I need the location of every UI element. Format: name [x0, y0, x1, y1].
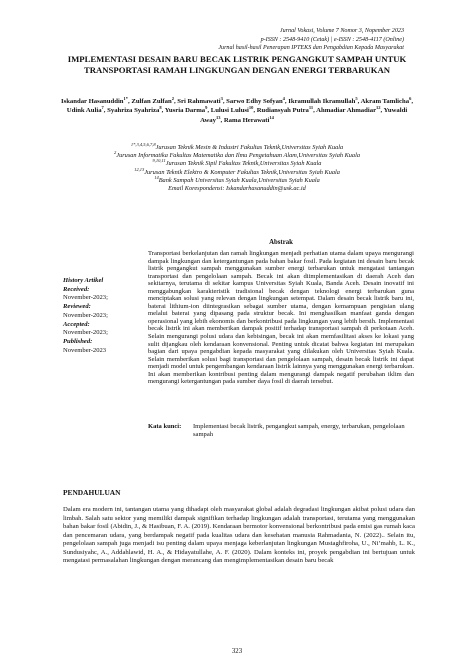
article-history: [63, 277, 145, 355]
affiliation-superscript: 1*,3,4,5,6,7,8: [130, 141, 156, 147]
reviewed-date: November-2023;: [63, 311, 108, 319]
affiliation-text: Bank Sampah Universitas Syiah Kuala,Universitas Syiah Kuala: [158, 176, 320, 184]
affiliation-superscript: 2: [114, 150, 117, 156]
author-name: Sarwo Edhy Sofyan: [226, 98, 283, 105]
author-superscript: 6: [409, 95, 412, 101]
abstract-heading: Abstrak: [269, 239, 293, 246]
affiliation-line: [62, 185, 412, 193]
author-superscript: 11: [308, 105, 314, 111]
author-name: Akram Tamlicha: [360, 98, 410, 105]
affiliation-line: [62, 166, 412, 177]
introduction-text: Dalam era modern ini, tantangan utama yang dihadapi oleh masyarakat global adalah degradasi lingkungan akibat polusi udara dan limbah. Salah satu sektor yang memiliki dampak signifikan terhadap lingkungan adalah transportasi, terutama yang menggunakan bahan bakar fosil (Abidin, J., & Hasibuan, F. A. (2019). Kendaraan bermotor konvensional berkontribusi pada emisi gas rumah kaca dan pencemaran udara, yang berdampak negatif pada kualitas udara dan kesehatan manusia Rahmadania, N. (2022).. Selain itu, pengelolaan sampah juga menjadi isu penting dalam upaya menjaga keberlanjutan lingkungan Mustaghfiroha, U., Ni’mahb, L. K., Sundusiyahc, A., Addahlawid, H. A., & Hidayatullahe, A. F. (2020). Dalam konteks ini, proyek pengabdian ini bertujuan untuk mengatasi permasalahan lingkungan dengan merancang dan mengimplementasikan desain baru becak: [63, 506, 415, 564]
author-name: Rama Herawati: [223, 116, 270, 124]
keywords-block: [148, 423, 414, 440]
author-name: Lulusi Lulusi: [210, 107, 249, 115]
published-label: Published:: [63, 337, 93, 345]
paper-title: IMPLEMENTASI DESAIN BARU BECAK LISTRIK PENGANGKUT SAMPAH UNTUK TRANSPORTASI RAMAH LINGKUNGAN DENGAN ENERGI TERBARUKAN: [67, 54, 407, 75]
author-superscript: 7: [101, 105, 104, 111]
introduction-heading: PENDAHULUAN: [63, 488, 121, 497]
accepted-date: November-2023;: [63, 329, 108, 337]
author-name: Iskandar Hasanuddin: [61, 98, 124, 105]
author-superscript: 9: [205, 105, 208, 111]
accepted-label: Accepted:: [63, 320, 90, 328]
author-name: Udink Aulia: [66, 107, 102, 115]
author-superscript: 8: [159, 105, 162, 111]
author-name: Syahriza Syahriza: [107, 107, 160, 115]
affiliation-text: Jurusan Teknik Mesin & Industri Fakultas Teknik,Universitas Syiah Kuala: [155, 144, 344, 151]
author-superscript: 14: [269, 114, 274, 120]
published-date: November-2023: [63, 346, 107, 354]
journal-issn: p-ISSN : 2548-9410 (Cetak) | e-ISSN : 2548-4117 (Online): [260, 36, 404, 43]
affiliation-text: Jurusan Informatika Fakultas Matematika dan Ilmu Pengetahuan Alam,Universitas Syiah Kuala: [116, 152, 360, 160]
author-name: Sri Rahmawati: [177, 98, 221, 105]
author-name: Yuwaldi Away: [200, 107, 408, 124]
author-superscript: 4: [282, 95, 285, 101]
journal-subtitle: Jurnal hasil-hasil Penerapan IPTEKS dan Pengabdian Kepada Masyarakat: [218, 45, 404, 52]
affiliation-list: [62, 141, 412, 193]
author-superscript: 1*: [123, 95, 129, 101]
affiliation-text: Jurusan Teknik Sipil Fakultas Teknik,Universitas Syiah Kuala: [165, 160, 322, 168]
author-name: Ahmadiar Ahmadiar: [316, 107, 377, 115]
journal-volume: Jurnal Vokasi, Volume 7 Nomor 3, Nopember 2023: [279, 28, 404, 34]
author-superscript: 12: [376, 105, 381, 111]
affiliation-text: Email Korespondensi: Iskandarhasanuddin@usk.ac.id: [168, 185, 306, 193]
author-name: Zulfan Zulfan: [131, 98, 172, 105]
author-superscript: 2: [171, 95, 174, 101]
author-superscript: 10: [248, 105, 254, 111]
received-date: November-2023;: [63, 294, 108, 302]
reviewed-label: Reviewed:: [63, 303, 91, 311]
author-superscript: 5: [355, 95, 358, 101]
journal-header: [218, 27, 404, 53]
author-list: Iskandar Hasanuddin$^{1*}$, Zulfan Zulfan$^2$, Sri Rahmawati$^3$, Sarwo Edhy Sofyan$^4$, Ikramullah Ikramullah$^5$, Akram Tamlicha$^6$, Udink Aulia$^7$, Syahriza Syahriza$^8$, Yusria Darma$^9$, Lulusi Lulusi$^{10}$, Rudiansyah Putra$^{11}$, Ahmadiar Ahmadiar$^{12}$, Yuwaldi Away$^{13}$, Rama Herawati$^{14}$: [61, 95, 413, 124]
keywords-label: Kata kunci:: [148, 423, 182, 430]
author-superscript: 3: [220, 95, 223, 101]
affiliation-line: [62, 174, 412, 185]
page-number: 323: [231, 648, 243, 655]
affiliation-superscript: 14: [154, 174, 159, 180]
affiliation-superscript: 9,10,11: [152, 158, 166, 164]
abstract-text: Transportasi berkelanjutan dan ramah lingkungan menjadi perhatian utama dalam upaya mengurangi dampak lingkungan dan ketergantungan pada bahan bakar fosil. Pada kegiatan ini desain baru becak listrik pengangkut sampah menggunakan sumber energi terbarukan untuk mengatasi tantangan transportasi dan pengelolaan sampah. Becak ini akan diimplementasikan di daerah Aceh dan sekitarnya, terutama di sekitar kampus Universitas Syiah Kuala, Banda Aceh. Desain inovatif ini menggabungkan karakteristik tradisional becak dengan teknologi energi terbarukan guna menciptakan solusi yang relevan dengan lingkungan setempat. Dalam desain becak listrik baru ini, baterai lithium-ion diintegrasikan sebagai sumber utama, dengan kemampuan pengisian ulang melalui baterai yang dipasang pada struktur becak. Ini menghasilkan manfaat ganda dengan operasional yang lebih ekonomis dan berkontribusi pada lingkungan yang lebih bersih. Implementasi becak listrik ini akan memberikan dampak positif terhadap transportasi sampah di perkotaan Aceh. Selain mengurangi polusi udara dan kebisingan, becak ini akan memfasilitasi akses ke lokasi yang sulit dijangkau oleh kendaraan konvensional. Penting untuk dicatat bahwa kegiatan ini merupakan bagian dari upaya pengabdian kepada masyarakat yang dilakukan oleh Universitas Syiah Kuala. Selain memberikan solusi bagi transportasi dan pengelolaan sampah, desain becak listrik ini dapat menjadi model untuk pengembangan kendaraan listrik lainnya yang menggunakan energi terbarukan. Ini akan memberikan kontribusi penting dalam mengurangi dampak negatif perubahan iklim dan mengurangi ketergantungan pada sumber daya fosil di daerah tersebut.: [148, 250, 414, 386]
keywords-text: Implementasi becak listrik, pengangkut sampah, energy, terbarukan, pengelolaan sampah: [193, 423, 405, 439]
author-name: Ikramullah Ikramullah: [288, 98, 356, 105]
affiliation-superscript: 12,13: [134, 166, 145, 172]
affiliation-text: Jurusan Teknik Elektro & Komputer Fakultas Teknik,Universitas Syiah Kuala: [144, 168, 340, 176]
affiliation-line: [62, 160, 412, 168]
history-title: History Artikel: [63, 277, 104, 284]
author-name: Rudiansyah Putra: [256, 107, 309, 115]
author-name: Yusria Darma: [164, 107, 206, 115]
author-superscript: 13: [216, 114, 221, 120]
received-label: Received:: [63, 285, 90, 293]
